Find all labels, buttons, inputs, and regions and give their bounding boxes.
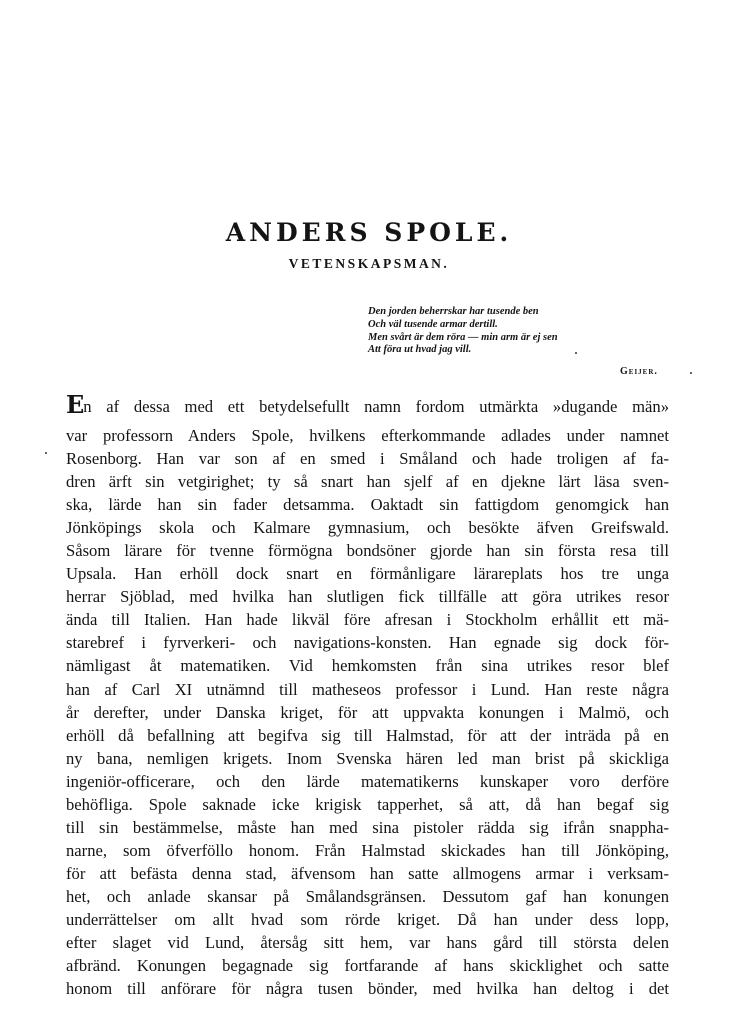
- text-line: Såsom lärare för tvenne förmögna bondsöner gjorde han sin första resa till: [66, 541, 669, 561]
- body-paragraph: [66, 390, 669, 1000]
- text-line: afbränd. Konungen begagnade sig fortfarande af hans skicklighet och satte: [66, 956, 669, 976]
- text-line: ingeniör-officerare, och den lärde matematikerns kunskaper voro derföre: [66, 771, 669, 791]
- text-line: behöfliga. Spole saknade icke krigisk tapperhet, så att, då han begaf sig: [66, 794, 669, 814]
- text-line: till sin bestämmelse, måste han med sina pistoler rädda sig ifrån snappha-: [66, 817, 669, 837]
- text-line: underrättelser om allt hvad som rörde kriget. Då han under dess lopp,: [66, 909, 669, 929]
- text-line: Rosenborg. Han var son af en smed i Småland och hade troligen af fa-: [66, 449, 669, 469]
- text-line: dren ärft sin vetgirighet; ty så snart han sjelf af en djekne lärt läsa sven-: [66, 472, 669, 492]
- epigraph-line: Och väl tusende armar dertill.: [368, 318, 498, 330]
- text-line: starebref i fyrverkeri- och navigations-konsten. Han egnade sig dock för-: [66, 633, 669, 653]
- text-line: ska, lärde han sin fader detsamma. Oaktadt sin fattigdom genomgick han: [66, 495, 669, 515]
- epigraph: [368, 306, 668, 357]
- text-line: ända till Italien. Han hade likväl före afresan i Stockholm erhållit ett mä-: [66, 610, 669, 630]
- text-line: år derefter, under Danska kriget, för att uppvakta konungen i Malmö, och: [66, 702, 669, 722]
- text-line: för att befästa denna stad, äfvensom han satte allmogens armar i verksam-: [66, 863, 669, 883]
- text-line: En af dessa med ett betydelsefullt namn fordom utmärkta »dugande män»: [66, 390, 669, 419]
- epigraph-line: Att föra ut hvad jag vill.: [368, 344, 472, 356]
- text-line: Upsala. Han erhöll dock snart en förmånligare lärareplats hos tre unga: [66, 564, 669, 584]
- text-line: efter slaget vid Lund, återsåg sitt hem, var hans gård till största delen: [66, 933, 669, 953]
- text-line: ny bana, nemligen krigets. Inom Svenska hären led man brist på skickliga: [66, 748, 669, 768]
- text-line: het, och anlade skansar på Smålandsgränsen. Dessutom gaf han konungen: [66, 886, 669, 906]
- print-speck: [575, 352, 577, 354]
- text-line: herrar Sjöblad, med hvilka han slutligen fick tillfälle att göra utrikes resor: [66, 587, 669, 607]
- text-line: erhöll då befallning att begifva sig till Halmstad, för att der inträda på en: [66, 725, 669, 745]
- epigraph-line: Den jorden beherrskar har tusende ben: [368, 306, 539, 317]
- text-line: honom till anförare för några tusen bönder, med hvilka han deltog i det: [66, 979, 669, 999]
- text-line: var professorn Anders Spole, hvilkens efterkommande adlades under namnet: [66, 426, 669, 445]
- text-line: narne, som öfverföllo honom. Från Halmstad skickades han till Jönköping,: [66, 840, 669, 860]
- text-line: Jönköpings skola och Kalmare gymnasium, och besökte äfven Greifswald.: [66, 518, 669, 538]
- epigraph-line: Men svårt är dem röra — min arm är ej sen: [368, 331, 558, 343]
- chapter-subtitle: VETENSKAPSMAN.: [288, 256, 450, 271]
- print-speck: [690, 372, 692, 374]
- print-speck: [45, 452, 47, 454]
- text-line: han af Carl XI utnämnd till matheseos professor i Lund. Han reste några: [66, 679, 669, 699]
- chapter-title: ANDERS SPOLE.: [225, 218, 513, 247]
- epigraph-attribution: Geijer.: [620, 366, 658, 377]
- text-line: nämligast åt matematiken. Vid hemkomsten från sina utrikes resor blef: [66, 656, 669, 676]
- drop-cap: E: [66, 390, 84, 419]
